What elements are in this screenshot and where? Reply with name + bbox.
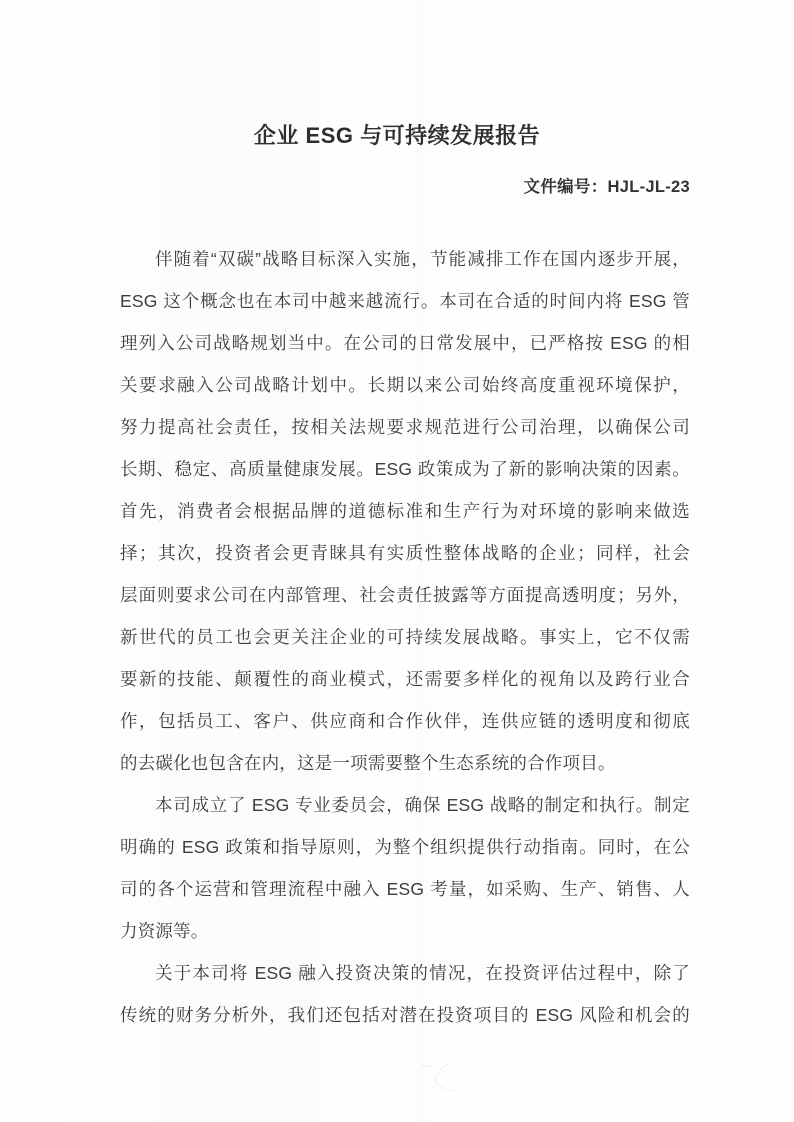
body-line: 要新的技能、颠覆性的商业模式，还需要多样化的视角以及跨行业合 xyxy=(120,669,690,689)
body-line: 明确的 ESG 政策和指导原则，为整个组织提供行动指南。同时，在公 xyxy=(120,837,690,857)
body-line: 的去碳化也包含在内，这是一项需要整个生态系统的合作项目。 xyxy=(120,753,616,773)
body-line: 本司成立了 ESG 专业委员会，确保 ESG 战略的制定和执行。制定 xyxy=(155,795,690,815)
doc-number: 文件编号：HJL-JL-23 xyxy=(523,178,690,196)
document-body xyxy=(120,238,690,1036)
body-line: 理列入公司战略规划当中。在公司的日常发展中，已严格按 ESG 的相 xyxy=(120,333,690,353)
body-line: 伴随着“双碳”战略目标深入实施，节能减排工作在国内逐步开展， xyxy=(155,249,690,269)
body-line: 层面则要求公司在内部管理、社会责任披露等方面提高透明度；另外， xyxy=(120,585,690,605)
page-title: 企业 ESG 与可持续发展报告 xyxy=(253,123,541,148)
body-line: 传统的财务分析外，我们还包括对潜在投资项目的 ESG 风险和机会的 xyxy=(120,1005,690,1025)
body-line: 首先，消费者会根据品牌的道德标准和生产行为对环境的影响来做选 xyxy=(120,501,690,521)
body-line: ESG 这个概念也在本司中越来越流行。本司在合适的时间内将 ESG 管 xyxy=(120,291,690,311)
body-line: 择；其次，投资者会更青睐具有实质性整体战略的企业；同样，社会 xyxy=(120,543,690,563)
body-line: 关于本司将 ESG 融入投资决策的情况，在投资评估过程中，除了 xyxy=(155,963,690,983)
body-line: 司的各个运营和管理流程中融入 ESG 考量，如采购、生产、销售、人 xyxy=(120,879,690,899)
body-line: 力资源等。 xyxy=(120,921,209,941)
body-line: 新世代的员工也会更关注企业的可持续发展战略。事实上，它不仅需 xyxy=(120,627,690,647)
body-line: 作，包括员工、客户、供应商和合作伙伴，连供应链的透明度和彻底 xyxy=(120,711,690,731)
body-line: 长期、稳定、高质量健康发展。ESG 政策成为了新的影响决策的因素。 xyxy=(120,459,690,479)
body-line: 努力提高社会责任，按相关法规要求规范进行公司治理，以确保公司 xyxy=(120,417,690,437)
body-line: 关要求融入公司战略计划中。长期以来公司始终高度重视环境保护， xyxy=(120,375,690,395)
scan-artifact xyxy=(432,1057,470,1096)
